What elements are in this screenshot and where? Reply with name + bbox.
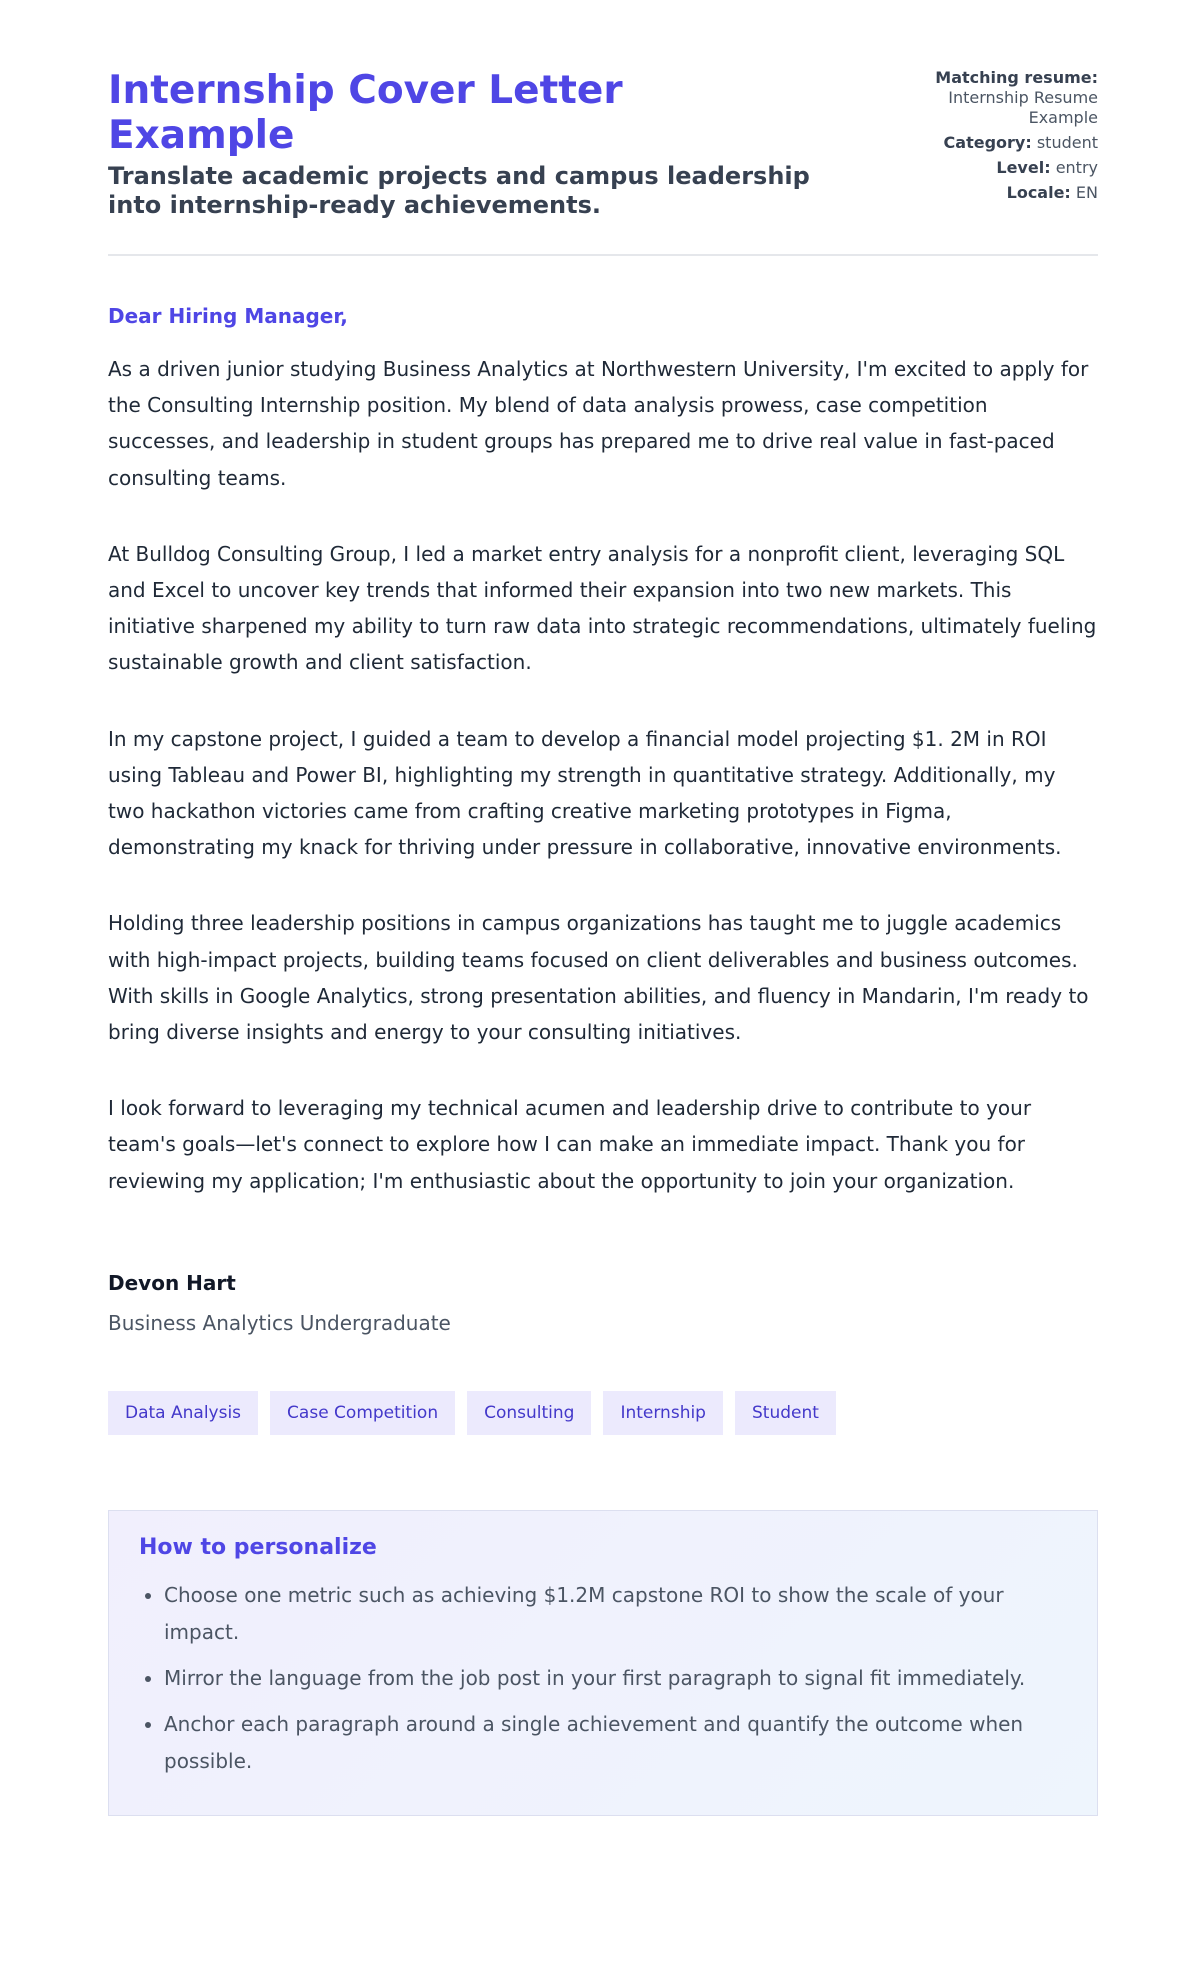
- meta-label: Category:: [943, 133, 1032, 152]
- divider: [108, 254, 1098, 256]
- meta-panel: [898, 68, 1098, 208]
- letter-greeting: Dear Hiring Manager,: [108, 304, 348, 328]
- tag[interactable]: Data Analysis: [108, 1391, 258, 1435]
- personalize-tips-box: [108, 1510, 1098, 1816]
- tag[interactable]: Consulting: [467, 1391, 591, 1435]
- page-subtitle: Translate academic projects and campus leadership into internship-ready achievements.: [108, 162, 810, 219]
- letter-paragraph: Holding three leadership positions in campus organizations has taught me to juggle academics with high-impact projects, building teams focused on client deliverables and business outcomes. With skills in Google Analytics, strong presentation abilities, and fluency in Mandarin, I'm ready to bring diverse insights and energy to your consulting initiatives.: [108, 911, 1089, 1045]
- tip-item: • Choose one metric such as achieving $1.2M capstone ROI to show the scale of your impact.: [164, 1577, 1067, 1651]
- tips-title: How to personalize: [139, 1534, 377, 1560]
- meta-label: Matching resume:: [935, 68, 1098, 87]
- signature-name: Devon Hart: [108, 1270, 236, 1295]
- meta-label: Level:: [996, 158, 1051, 177]
- meta-matching-resume: [898, 68, 1098, 128]
- tag[interactable]: Case Competition: [270, 1391, 455, 1435]
- signature-role: Business Analytics Undergraduate: [108, 1310, 451, 1335]
- tag[interactable]: Internship: [603, 1391, 723, 1435]
- cover-letter-page: [108, 68, 1098, 1816]
- matching-resume-link[interactable]: Internship Resume Example: [948, 88, 1098, 127]
- meta-value: student: [1036, 133, 1098, 152]
- meta-value: entry: [1055, 158, 1098, 177]
- meta-value: EN: [1075, 183, 1098, 202]
- meta-label: Locale:: [1006, 183, 1071, 202]
- tag-list: [108, 1391, 1098, 1435]
- page-title: Internship Cover Letter Example: [108, 68, 623, 158]
- letter-paragraph: At Bulldog Consulting Group, I led a market entry analysis for a nonprofit client, leveraging SQL and Excel to uncover key trends that informed their expansion into two new markets. This initiative sharpened my ability to turn raw data into strategic recommendations, ultimately fueling sustainable growth and client satisfaction.: [108, 541, 1097, 675]
- letter-paragraph: As a driven junior studying Business Analytics at Northwestern University, I'm excited to apply for the Consulting Internship position. My blend of data analysis prowess, case competition successes, and leadership in student groups has prepared me to drive real value in fast-paced consulting teams.: [108, 357, 1089, 490]
- tip-item: • Mirror the language from the job post in your first paragraph to signal fit immediately.: [164, 1660, 1067, 1697]
- meta-level: [898, 158, 1098, 178]
- tip-item: • Anchor each paragraph around a single achievement and quantify the outcome when possible.: [164, 1706, 1067, 1780]
- tips-list: [139, 1577, 1067, 1780]
- meta-locale: [898, 183, 1098, 203]
- header-text: [108, 68, 868, 220]
- letter-paragraph: I look forward to leveraging my technical acumen and leadership drive to contribute to your team's goals—let's connect to explore how I can make an immediate impact. Thank you for reviewing my application; I'm enthusiastic about the opportunity to join your organization.: [108, 1096, 1032, 1193]
- tag[interactable]: Student: [735, 1391, 836, 1435]
- meta-category: [898, 133, 1098, 153]
- header: [108, 68, 1098, 220]
- letter-paragraph: In my capstone project, I guided a team to develop a financial model projecting $1. 2M in ROI using Tableau and Power BI, highlighting my strength in quantitative strategy. Additionally, my two hackathon victories came from crafting creative marketing prototypes in Figma, demonstrating my knack for thriving under pressure in collaborative, innovative environments.: [108, 726, 1062, 860]
